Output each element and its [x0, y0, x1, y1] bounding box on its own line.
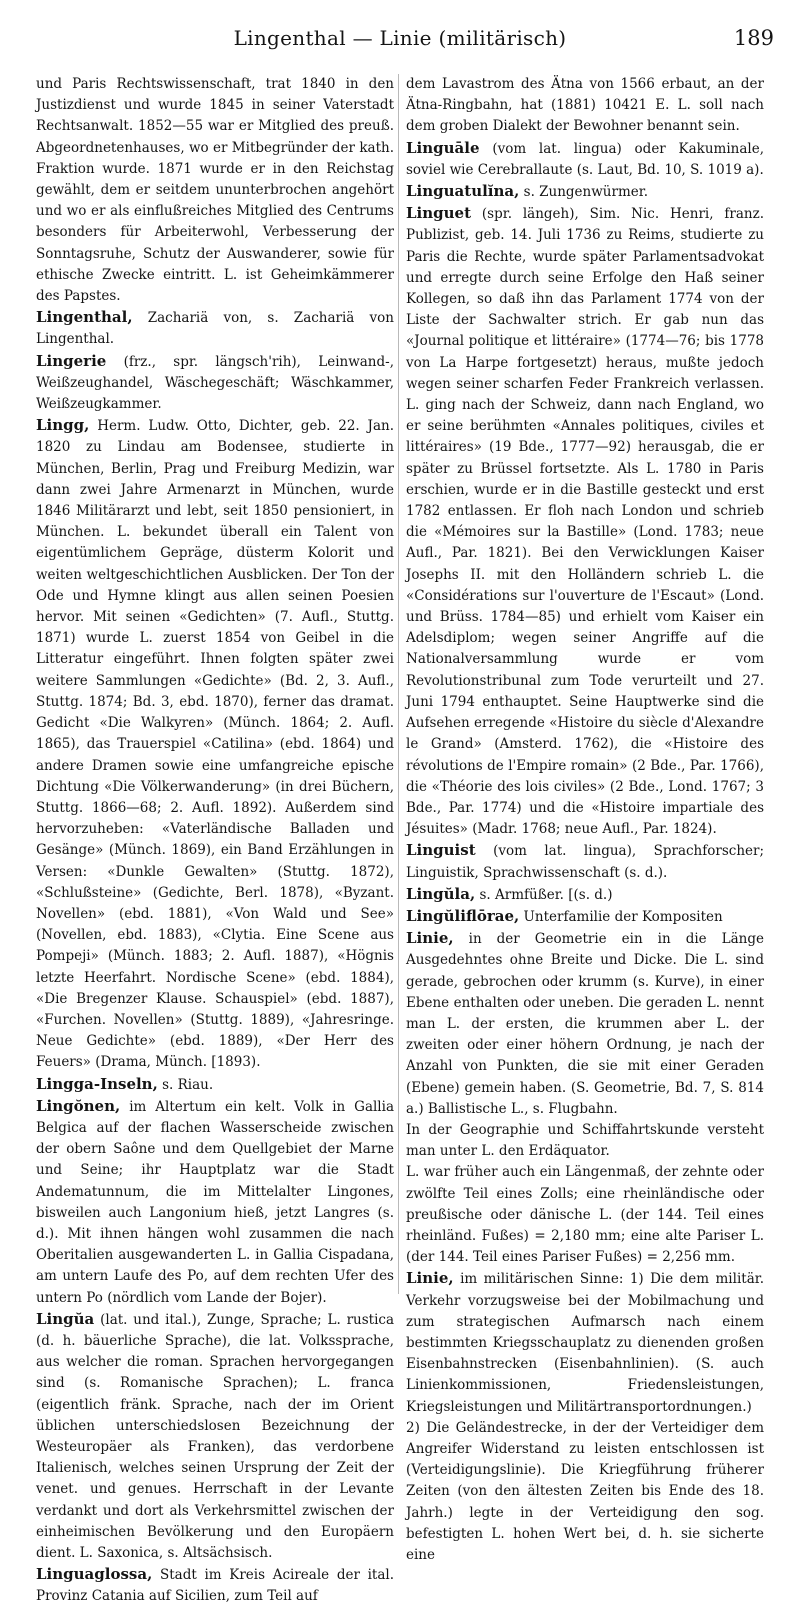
entry-text: im Altertum ein kelt. Volk in Gallia Belgica auf der flachen Wasserscheide zwischen der obern Saône und dem Quellgebiet der Marne und Seine; ihr Hauptplatz war die Stadt Andematunnum, die im Mittelalter Lingones, bisweilen auch Langonium hieß, jetzt Langres (s. d.). Mit ihnen hängen wohl zusammen die nach Oberitalien ausgewanderten L. in Gallia Cispadana, am untern Laufe des Po, auf dem rechten Ufer des untern Po (nördlich vom Lande der Bojer). [36, 1098, 394, 1306]
entry-text: s. Zungenwürmer. [523, 184, 649, 201]
entry-headword: Linguaglossa, [36, 1565, 153, 1584]
dictionary-entry [36, 351, 394, 416]
dictionary-entry [406, 74, 764, 138]
entry-text: (vom lat. lingua) oder Kakuminale, soviel wie Cerebrallaute (s. Laut, Bd. 10, S. 1019 a). [406, 140, 765, 178]
page-header [22, 26, 778, 60]
entry-headword: Linguatulĭna, [406, 182, 520, 201]
entry-headword: Linie, [406, 929, 454, 948]
entry-text: (lat. und ital.), Zunge, Sprache; L. rustica (d. h. bäuerliche Sprache), die lat. Volkssprache, aus welcher die roman. Sprachen hervorgegangen sind (s. Romanische Sprachen); L. franca (eigentlich fränk. Sprache, nach der im Orient üblichen unterschiedslosen Bezeichnung der Westeuropäer als Franken), das verdorbene Italienisch, welches seinen Ursprung der Zeit der venet. und genues. Herrschaft in der Levante verdankt und dort als Verkehrsmittel zwischen der einheimischen Bevölkerung und den Europäern dient. L. Saxonica, s. Altsächsisch. [36, 1311, 394, 1562]
dictionary-entry [36, 1096, 394, 1309]
entry-text: Herm. Ludw. Otto, Dichter, geb. 22. Jan. 1820 zu Lindau am Bodensee, studierte in München, Berlin, Prag und Freiburg Medizin, war dann zwei Jahre Armenarzt in München, wurde 1846 Militärarzt und lebt, seit 1850 pensioniert, in München. L. bekundet überall ein Talent von eigentümlichem Gepräge, düsterm Kolorit und weiten weltgeschichtlichen Ausblicken. Der Ton der Ode und Hymne klingt aus allen seinen Poesien hervor. Mit seinen «Gedichten» (7. Aufl., Stuttg. 1871) wurde L. zuerst 1854 von Geibel in die Litteratur eingeführt. Ihnen folgten später zwei weitere Sammlungen «Gedichte» (Bd. 2, 3. Aufl., Stuttg. 1874; Bd. 3, ebd. 1870), ferner das dramat. Gedicht «Die Walkyren» (Münch. 1864; 2. Aufl. 1865), das Trauerspiel «Catilina» (ebd. 1864) und andere Dramen sowie eine umfangreiche epische Dichtung «Die Völkerwanderung» (in drei Büchern, Stuttg. 1866—68; 2. Aufl. 1892). Außerdem sind hervorzuheben: «Vaterländische Balladen und Gesänge» (Münch. 1869), ein Band Erzählungen in Versen: «Dunkle Gewalten» (Stuttg. 1872), «Schlußsteine» (Gedichte, Berl. 1878), «Byzant. Novellen» (ebd. 1881), «Von Wald und See» (Novellen, ebd. 1883), «Clytia. Eine Scene aus Pompeji» (Münch. 1883; 2. Aufl. 1887), «Högnis letzte Heerfahrt. Nordische Scene» (ebd. 1884), «Die Bregenzer Klause. Schauspiel» (ebd. 1887), «Furchen. Novellen» (Stuttg. 1889), «Jahresringe. Neue Gedichte» (ebd. 1889), «Der Herr des Feuers» (Drama, Münch. [1893). [36, 418, 394, 1071]
dictionary-entry [406, 1162, 764, 1268]
dictionary-entry [36, 1309, 394, 1564]
entry-headword: Lingŏnen, [36, 1096, 121, 1115]
entry-text: Zachariä von, s. Zachariä von Lingenthal. [36, 310, 394, 348]
entry-headword: Linie, [406, 1269, 454, 1288]
dictionary-entry [406, 928, 764, 1120]
entry-text: (vom lat. lingua), Sprachforscher; Linguistik, Sprachwissenschaft (s. d.). [406, 843, 764, 881]
dictionary-entry [406, 203, 764, 840]
entry-headword: Lingerie [36, 351, 107, 370]
dictionary-entry [406, 906, 764, 928]
entry-headword: Linguet [406, 204, 472, 223]
entry-headword: Linguāle [406, 138, 480, 157]
page-number: 189 [733, 26, 774, 50]
entry-headword: Lingga-Inseln, [36, 1074, 158, 1093]
dictionary-entry [406, 1268, 764, 1417]
dictionary-entry [406, 840, 764, 883]
entry-text: s. Riau. [162, 1076, 214, 1093]
entry-text: Stadt im Kreis Acireale der ital. Provinz Catania auf Sicilien, zum Teil auf [36, 1567, 394, 1605]
entry-text: L. war früher auch ein Längenmaß, der zehnte oder zwölfte Teil eines Zolls; eine rheinländische oder preußische oder dänische L. (der 144. Teil eines rheinländ. Fußes) = 2,180 mm; eine alte Pariser L. (der 144. Teil eines Pariser Fußes) = 2,256 mm. [406, 1164, 764, 1266]
left-column [36, 74, 394, 1608]
right-column [406, 74, 764, 1566]
entry-text: 2) Die Geländestrecke, in der der Verteidiger dem Angreifer Widerstand zu leisten entschlossen ist (Verteidigungslinie). Die Kriegführung früherer Zeiten (von den ältesten Zeiten bis Ende des 18. Jahrh.) legte in der Verteidigung den sog. befestigten L. hohen Wert bei, d. h. sie sicherte eine [406, 1419, 764, 1564]
dictionary-entry [406, 138, 764, 181]
entry-text: (frz., spr. längsch'rih), Leinwand-, Weißzeughandel, Wäschegeschäft; Wäschkammer, Weißzeugkammer. [36, 353, 394, 413]
entry-text: Unterfamilie der Kompositen [523, 908, 723, 925]
entry-text: s. Armfüßer. [(s. d.) [479, 886, 613, 903]
running-title: Lingenthal — Linie (militärisch) [233, 26, 567, 50]
entry-text: und Paris Rechtswissenschaft, trat 1840 in den Justizdienst und wurde 1845 in seiner Vaterstadt Rechtsanwalt. 1852—55 war er Mitglied des preuß. Abgeordnetenhauses, wo er Mitbegründer der kath. Fraktion wurde. 1871 wurde er in den Reichstag gewählt, dem er seitdem ununterbrochen angehört und wo er als einflußreiches Mitglied des Centrums besonders für Arbeiterwohl, Verbesserung der Sonntagsruhe, Schutz der Auswanderer, sowie für ethische Zwecke eintritt. L. ist Geheimkämmerer des Papstes. [36, 76, 394, 305]
entry-text: (spr. längeh), Sim. Nic. Henri, franz. Publizist, geb. 14. Juli 1736 zu Reims, studierte zu Paris die Rechte, wurde später Parlamentsadvokat und erregte durch seine Erfolge den Haß seiner Kollegen, so daß ihn das Parlament 1774 von der Liste der Sachwalter strich. Er gab nun das «Journal politique et littéraire» (1774—76; bis 1778 von La Harpe fortgesetzt) heraus, mußte jedoch wegen seiner scharfen Feder Frankreich verlassen. L. ging nach der Schweiz, dann nach England, wo er seine berühmten «Annales politiques, civiles et littéraires» (19 Bde., 1777—92) herausgab, die er später zu Brüssel fortsetzte. Als L. 1780 in Paris erschien, wurde er in die Bastille gesteckt und erst 1782 entlassen. Er floh nach London und schrieb die «Mémoires sur la Bastille» (Lond. 1783; neue Aufl., Par. 1821). Bei den Verwicklungen Kaiser Josephs II. mit den Holländern schrieb L. die «Considérations sur l'ouverture de l'Escaut» (Lond. und Brüss. 1784—85) und erhielt vom Kaiser ein Adelsdiplom; wegen seiner Angriffe auf die Nationalversammlung wurde er vom Revolutionstribunal zum Tode verurteilt und 27. Juni 1794 enthauptet. Seine Hauptwerke sind die Aufsehen erregende «Histoire du siècle d'Alexandre le Grand» (Amsterd. 1762), die «Histoire des révolutions de l'Empire romain» (2 Bde., Par. 1766), die «Théorie des lois civiles» (2 Bde., Lond. 1767; 3 Bde., Par. 1774) und die «Histoire impartiale des Jésuites» (Madr. 1768; neue Aufl., Par. 1824). [406, 206, 764, 838]
entry-headword: Lingŭla, [406, 884, 476, 903]
dictionary-entry [406, 1418, 764, 1566]
entry-headword: Linguist [406, 841, 476, 860]
entry-text: in der Geometrie ein in die Länge Ausgedehntes ohne Breite und Dicke. Die L. sind gerade, gebrochen oder krumm (s. Kurve), in einer Ebene enthalten oder uneben. Die geraden L. nennt man L. der ersten, die krummen aber L. der zweiten oder einer höhern Ordnung, je nach der Anzahl von Punkten, die sie mit einer Geraden (Ebene) gemein haben. (S. Geometrie, Bd. 7, S. 814 a.) Ballistische L., s. Flugbahn. [406, 931, 764, 1117]
dictionary-entry [36, 1564, 394, 1607]
dictionary-entry [406, 181, 764, 203]
entry-headword: Lingenthal, [36, 308, 133, 327]
dictionary-entry [406, 1120, 764, 1162]
entry-text: im militärischen Sinne: 1) Die dem militär. Verkehr vorzugsweise bei der Mobilmachung und zum strategischen Aufmarsch nach einem bestimmten Kriegsschauplatz zu dienenden großen Eisenbahnstrecken (Eisenbahnlinien). (S. auch Linienkommissionen, Friedensleistungen, Kriegsleistungen und Militärtransportordnungen.) [406, 1271, 764, 1415]
entry-headword: Lingŭa [36, 1309, 95, 1328]
entry-text: In der Geographie und Schiffahrtskunde versteht man unter L. den Erdäquator. [406, 1121, 764, 1160]
column-divider [398, 74, 399, 1294]
dictionary-entry [36, 1074, 394, 1096]
entry-headword: Lingŭliflōrae, [406, 906, 520, 925]
entry-headword: Lingg, [36, 416, 90, 435]
entry-text: dem Lavastrom des Ätna von 1566 erbaut, an der Ätna-Ringbahn, hat (1881) 10421 E. L. soll nach dem groben Dialekt der Bewohner benannt sein. [406, 76, 764, 135]
dictionary-entry [36, 74, 394, 307]
dictionary-entry [36, 415, 394, 1073]
dictionary-entry [406, 884, 764, 906]
dictionary-entry [36, 307, 394, 350]
